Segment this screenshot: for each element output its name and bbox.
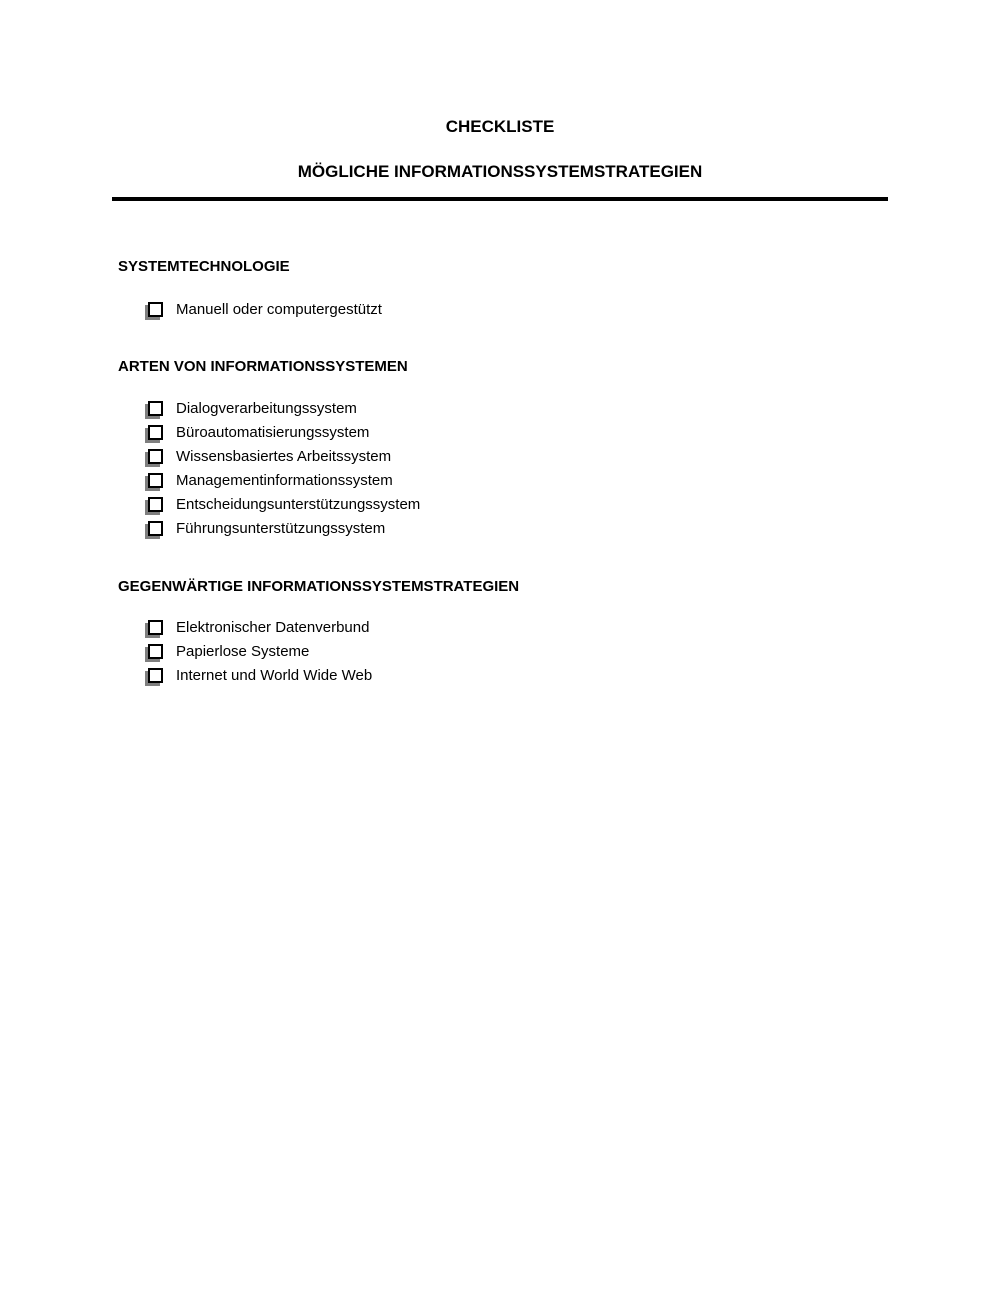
checklist <box>0 616 1000 688</box>
checklist-item-label: Elektronischer Datenverbund <box>176 619 370 636</box>
checkbox-icon[interactable] <box>148 497 163 512</box>
checkbox-icon[interactable] <box>148 449 163 464</box>
document-title: CHECKLISTE <box>445 117 555 136</box>
checkbox-icon[interactable] <box>148 620 163 635</box>
checklist-item-label: Wissensbasiertes Arbeitssystem <box>176 448 392 465</box>
checklist-item-label: Manuell oder computergestützt <box>176 301 382 318</box>
section-heading: SYSTEMTECHNOLOGIE <box>118 258 290 275</box>
checkbox-icon[interactable] <box>148 521 163 536</box>
section-arten-von-informationssystemen <box>0 359 1000 541</box>
checklist-item <box>0 397 1000 421</box>
checklist-item-label: Dialogverarbeitungssystem <box>176 400 357 417</box>
section-heading: ARTEN VON INFORMATIONSSYSTEMEN <box>118 358 408 375</box>
checklist-item <box>0 298 1000 322</box>
checklist <box>0 397 1000 541</box>
checkbox-icon[interactable] <box>148 401 163 416</box>
checklist-item <box>0 616 1000 640</box>
section-gegenwaertige-strategien <box>0 579 1000 688</box>
checklist-item-label: Internet und World Wide Web <box>176 667 373 684</box>
checklist-item <box>0 640 1000 664</box>
checklist-item-label: Papierlose Systeme <box>176 643 310 660</box>
document-subtitle: MÖGLICHE INFORMATIONSSYSTEMSTRATEGIEN <box>297 162 703 181</box>
checkbox-icon[interactable] <box>148 668 163 683</box>
checkbox-icon[interactable] <box>148 644 163 659</box>
checklist-item <box>0 493 1000 517</box>
checklist-item <box>0 517 1000 541</box>
title-rule <box>112 197 888 201</box>
checklist-item-label: Büroautomatisierungssystem <box>176 424 370 441</box>
checklist-item-label: Entscheidungsunterstützungssystem <box>176 496 421 513</box>
checklist-item <box>0 445 1000 469</box>
checklist-item <box>0 421 1000 445</box>
section-systemtechnologie <box>0 259 1000 322</box>
checklist-item-label: Führungsunterstützungssystem <box>176 520 386 537</box>
checkbox-icon[interactable] <box>148 473 163 488</box>
checklist-item-label: Managementinformationssystem <box>176 472 393 489</box>
section-heading: GEGENWÄRTIGE INFORMATIONSSYSTEMSTRATEGIEN <box>118 578 520 595</box>
checkbox-icon[interactable] <box>148 425 163 440</box>
checklist-item <box>0 469 1000 493</box>
checkbox-icon[interactable] <box>148 302 163 317</box>
checklist <box>0 298 1000 322</box>
checklist-item <box>0 664 1000 688</box>
